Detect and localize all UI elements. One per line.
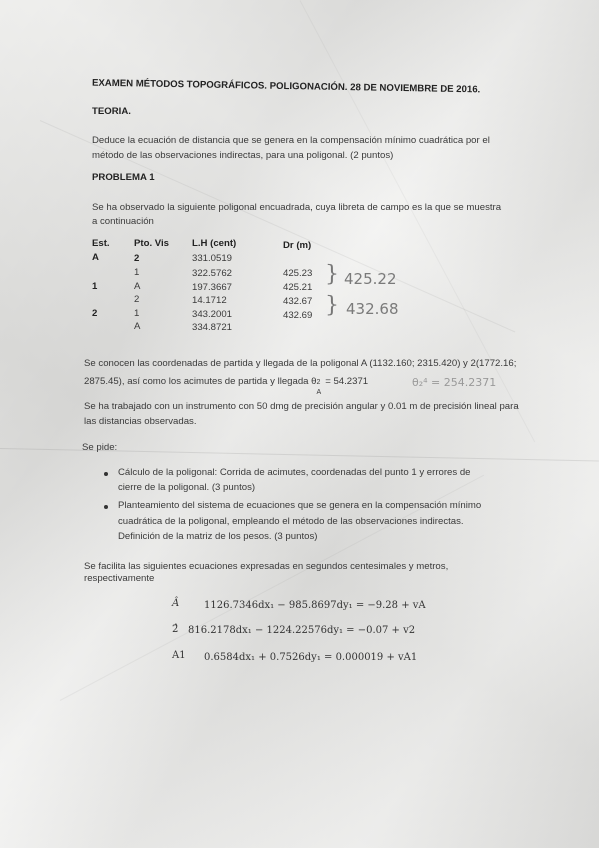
handwritten-brace: } bbox=[325, 293, 339, 318]
handwritten-distance-2: 432.68 bbox=[346, 300, 399, 318]
table-cell: 197.3667 bbox=[192, 282, 233, 293]
table-header: Pto. Vis bbox=[134, 238, 170, 249]
table-cell: 425.23 bbox=[283, 268, 313, 279]
table-header: L.H (cent) bbox=[192, 238, 237, 249]
table-cell: 432.69 bbox=[283, 310, 313, 321]
exam-title: EXAMEN MÉTODOS TOPOGRÁFICOS. POLIGONACIÓN. 28 DE NOVIEMBRE DE 2016. bbox=[91, 77, 481, 96]
equation-2: 816.2178dx₁ − 1224.22576dy₁ = −0.07 + v2 bbox=[188, 625, 416, 636]
equation-A1: 0.6584dx₁ + 0.7526dy₁ = 0.000019 + vA1 bbox=[204, 652, 418, 663]
bullet-dot bbox=[104, 505, 108, 509]
ecuaciones-intro-2: respectivamente bbox=[84, 573, 155, 584]
pide-item-2-line-1: Planteamiento del sistema de ecuaciones que se genera en la compensación mínimo bbox=[118, 500, 482, 511]
handwritten-distance-1: 425.22 bbox=[344, 270, 397, 288]
table-cell: A bbox=[92, 252, 99, 263]
table-cell: 2 bbox=[92, 308, 98, 319]
handwritten-brace: } bbox=[325, 262, 339, 287]
pide-item-2-line-2: cuadrática de la poligonal, empleando el método de las observaciones indirectas. bbox=[118, 516, 464, 527]
table-cell: 1 bbox=[134, 308, 140, 319]
equation-A: 1126.7346dx₁ − 985.8697dy₁ = −9.28 + vA bbox=[204, 600, 426, 611]
table-cell: 343.2001 bbox=[192, 309, 233, 320]
table-cell: 1 bbox=[134, 267, 140, 278]
table-cell: 14.1712 bbox=[192, 295, 227, 306]
table-cell: 432.67 bbox=[283, 296, 313, 307]
azimuth-superscript: 2 bbox=[316, 379, 321, 386]
teoria-heading: TEORIA. bbox=[92, 106, 131, 117]
table-cell: A bbox=[134, 321, 141, 332]
coords-line-1: Se conocen las coordenadas de partida y llegada de la poligonal A (1132.160; 2315.420) y 2(1772.16; bbox=[84, 358, 517, 369]
equation-label-A: Â bbox=[172, 598, 180, 609]
equation-label-2: 2̂ bbox=[172, 624, 179, 635]
problema-intro-2: a continuación bbox=[92, 216, 154, 227]
azimuth-subscript: A bbox=[316, 389, 322, 396]
pide-heading: Se pide: bbox=[82, 442, 118, 453]
table-header: Est. bbox=[92, 238, 110, 249]
equation-label-A1: A1 bbox=[172, 650, 186, 661]
pide-item-1-line-2: cierre de la poligonal. (3 puntos) bbox=[118, 482, 256, 493]
table-header: Dr (m) bbox=[283, 240, 312, 251]
teoria-line-2: método de las observaciones indirectas, para una poligonal. (2 puntos) bbox=[92, 150, 394, 161]
table-cell: A bbox=[134, 281, 141, 292]
bullet-dot bbox=[104, 472, 108, 476]
pide-item-2-line-3: Definición de la matriz de los pesos. (3 puntos) bbox=[118, 531, 318, 542]
instrument-line-2: las distancias observadas. bbox=[84, 416, 197, 427]
handwritten-azimuth: θ₂⁴ = 254.2371 bbox=[412, 376, 497, 389]
pide-item-1-line-1: Cálculo de la poligonal: Corrida de acimutes, coordenadas del punto 1 y errores de bbox=[118, 467, 471, 478]
teoria-line-1: Deduce la ecuación de distancia que se genera en la compensación mínimo cuadrática por el bbox=[92, 135, 490, 146]
ecuaciones-intro-1: Se facilita las siguientes ecuaciones expresadas en segundos centesimales y metros, bbox=[84, 561, 449, 572]
table-cell: 334.8721 bbox=[192, 322, 233, 333]
table-cell: 2 bbox=[134, 253, 140, 264]
table-cell: 2 bbox=[134, 294, 140, 305]
table-cell: 1 bbox=[92, 281, 98, 292]
instrument-line-1: Se ha trabajado con un instrumento con 50 dmg de precisión angular y 0.01 m de precisión lineal para bbox=[84, 401, 519, 412]
problema-heading: PROBLEMA 1 bbox=[92, 172, 155, 183]
problema-intro-1: Se ha observado la siguiente poligonal encuadrada, cuya libreta de campo es la que se muestra bbox=[92, 202, 502, 213]
table-cell: 331.0519 bbox=[192, 253, 233, 264]
table-cell: 425.21 bbox=[283, 282, 313, 293]
table-cell: 322.5762 bbox=[192, 268, 233, 279]
coords-line-2: 2875.45), así como los acimutes de partida y llegada θ 2 A = 54.2371 bbox=[84, 376, 369, 396]
